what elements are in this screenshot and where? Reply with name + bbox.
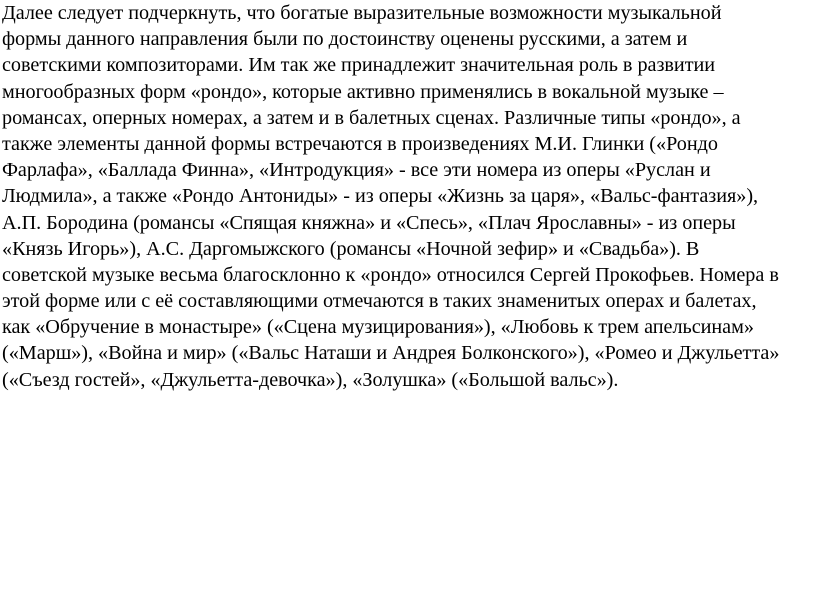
paragraph-line: советской музыке весьма благосклонно к «рондо» относился Сергей Прокофьев. Номера в [2, 263, 779, 286]
paragraph-line: Людмила», а также «Рондо Антониды» - из оперы «Жизнь за царя», «Вальс-фантазия»), [2, 185, 759, 208]
document-paragraph [2, 0, 816, 393]
paragraph-line: романсах, оперных номерах, а затем и в балетных сценах. Различные типы «рондо», а [2, 106, 741, 129]
paragraph-line: Далее следует подчеркнуть, что богатые выразительные возможности музыкальной [2, 2, 722, 24]
paragraph-line: формы данного направления были по достоинству оценены русскими, а затем и [2, 28, 688, 51]
paragraph-line: А.П. Бородина (романсы «Спящая княжна» и «Спесь», «Плач Ярославны» - из оперы [2, 211, 736, 234]
paragraph-line: многообразных форм «рондо», которые активно применялись в вокальной музыке – [2, 80, 724, 103]
paragraph-line: «Князь Игорь»), А.С. Даргомыжского (романсы «Ночной зефир» и «Свадьба»). В [2, 237, 700, 260]
paragraph-line: Фарлафа», «Баллада Финна», «Интродукция» - все эти номера из оперы «Руслан и [2, 159, 711, 182]
paragraph-line: («Съезд гостей», «Джульетта-девочка»), «Золушка» («Большой вальс»). [2, 368, 619, 391]
paragraph-line: как «Обручение в монастыре» («Сцена музицирования»), «Любовь к трем апельсинам» [2, 316, 754, 339]
paragraph-line: советскими композиторами. Им так же принадлежит значительная роль в развитии [2, 54, 716, 77]
paragraph-line: этой форме или с её составляющими отмечаются в таких знаменитых операх и балетах, [2, 290, 757, 313]
paragraph-line: также элементы данной формы встречаются в произведениях М.И. Глинки («Рондо [2, 132, 718, 155]
paragraph-line: («Марш»), «Война и мир» («Вальс Наташи и Андрея Болконского»), «Ромео и Джульетта» [2, 342, 780, 365]
